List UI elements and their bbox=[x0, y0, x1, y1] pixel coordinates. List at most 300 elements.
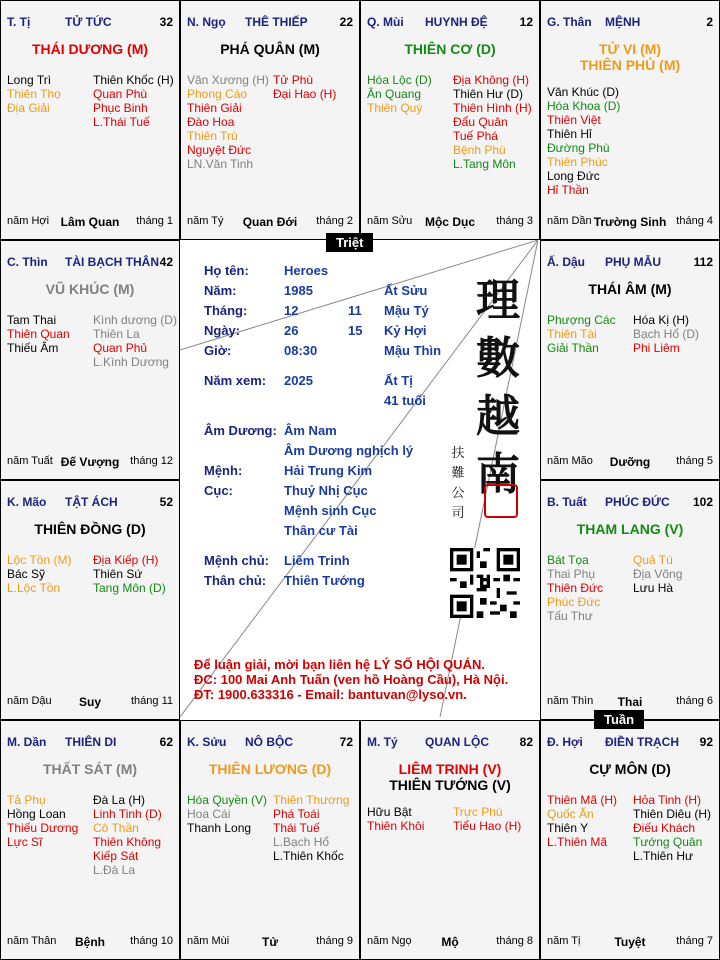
minor-star: Bát Tọa bbox=[547, 553, 589, 567]
palace-name: TẬT ÁCH bbox=[65, 495, 118, 509]
minor-star: Tang Môn (D) bbox=[93, 581, 166, 595]
palace-cell-thin[interactable] bbox=[0, 240, 180, 480]
contact-block bbox=[194, 657, 508, 702]
minor-stars-left bbox=[367, 73, 453, 115]
palace-number: 2 bbox=[706, 15, 713, 29]
minor-star: Đà La (H) bbox=[93, 793, 146, 807]
minor-star: Quan Phù bbox=[93, 87, 148, 101]
info-than-chu: Thiên Tướng bbox=[284, 573, 365, 588]
palace-footer bbox=[367, 935, 533, 949]
minor-stars-right bbox=[273, 793, 359, 863]
minor-star: Tướng Quân bbox=[633, 835, 703, 849]
palace-year: năm Tuất bbox=[7, 455, 53, 467]
palace-header bbox=[547, 15, 713, 31]
info-am-duong-label: Âm Dương: bbox=[204, 423, 277, 438]
minor-star: Phục Binh bbox=[93, 101, 148, 115]
minor-stars-left bbox=[547, 793, 633, 849]
palace-cell-mui[interactable] bbox=[360, 0, 540, 240]
info-gio-can: Mậu Thìn bbox=[384, 343, 442, 358]
palace-header bbox=[7, 735, 173, 751]
palace-number: 52 bbox=[159, 495, 173, 509]
palace-number: 102 bbox=[692, 495, 713, 509]
palace-cell-ti[interactable] bbox=[0, 0, 180, 240]
info-ngay-can: Kỷ Hợi bbox=[384, 323, 427, 338]
minor-star: Phi Liêm bbox=[633, 341, 680, 355]
minor-stars-right bbox=[273, 73, 359, 101]
palace-stage: Trường Sinh bbox=[593, 215, 667, 229]
info-am-duong: Âm Nam bbox=[284, 423, 337, 438]
palace-cell-dan[interactable] bbox=[0, 720, 180, 960]
palace-cell-hoi[interactable] bbox=[540, 720, 720, 960]
minor-star: Linh Tinh (D) bbox=[93, 807, 162, 821]
palace-footer bbox=[187, 215, 353, 229]
minor-star: L.Lộc Tồn bbox=[7, 581, 61, 595]
palace-year: năm Tị bbox=[547, 935, 581, 947]
palace-branch: G. Thân bbox=[547, 15, 592, 29]
palace-stage: Tuyệt bbox=[614, 935, 646, 949]
main-stars bbox=[361, 41, 539, 57]
palace-branch: Q. Mùi bbox=[367, 15, 404, 29]
palace-year: năm Thìn bbox=[547, 695, 594, 707]
minor-star: L.Thiên Khốc bbox=[273, 849, 344, 863]
minor-stars-left bbox=[7, 553, 93, 595]
palace-header bbox=[7, 255, 173, 271]
minor-star: Đại Hao (H) bbox=[273, 87, 337, 101]
triet-marker: Triệt bbox=[326, 233, 373, 252]
minor-stars-right bbox=[93, 553, 179, 595]
main-star: TỬ VI (M) bbox=[598, 41, 662, 57]
minor-star: Quốc Ấn bbox=[547, 807, 594, 821]
minor-star: L.Thiên Hư bbox=[633, 849, 694, 863]
minor-star: L.Thiên Mã bbox=[547, 835, 608, 849]
minor-star: Phá Toái bbox=[273, 807, 320, 821]
minor-star: Thiên Khốc (H) bbox=[93, 73, 174, 87]
minor-stars-right bbox=[93, 793, 179, 877]
palace-branch: T. Tị bbox=[7, 15, 31, 29]
minor-stars-left bbox=[547, 85, 633, 197]
main-star: THÁI DƯƠNG (M) bbox=[31, 41, 149, 57]
palace-number: 62 bbox=[159, 735, 173, 749]
minor-star: Giải Thần bbox=[547, 341, 599, 355]
minor-star: Hóa Lộc (D) bbox=[367, 73, 432, 87]
minor-star: Thanh Long bbox=[187, 821, 252, 835]
minor-star: Hỏa Tinh (H) bbox=[633, 793, 702, 807]
palace-branch: K. Sửu bbox=[187, 735, 227, 749]
palace-year: năm Dậu bbox=[7, 695, 52, 707]
main-star: PHÁ QUÂN (M) bbox=[220, 41, 320, 57]
minor-star: Thiên Y bbox=[547, 821, 589, 835]
minor-star: Long Đức bbox=[547, 169, 600, 183]
minor-stars-left bbox=[187, 73, 273, 171]
palace-stage: Quan Đới bbox=[242, 215, 298, 229]
palace-month: tháng 4 bbox=[676, 215, 713, 227]
palace-footer bbox=[7, 455, 173, 469]
minor-star: Thiên Hỉ bbox=[547, 127, 592, 141]
calligraphy-char: 越 bbox=[476, 391, 520, 442]
minor-stars-right bbox=[93, 73, 179, 129]
palace-footer bbox=[547, 455, 713, 469]
minor-stars-right bbox=[633, 313, 719, 355]
minor-star: L.Đà La bbox=[93, 863, 136, 877]
minor-star: Bạch Hổ (D) bbox=[633, 327, 700, 341]
minor-stars-right bbox=[633, 793, 719, 863]
palace-branch: N. Ngọ bbox=[187, 15, 226, 29]
minor-star: Thiên La bbox=[93, 327, 140, 341]
palace-header bbox=[547, 735, 713, 751]
palace-footer bbox=[7, 935, 173, 949]
minor-star: Thiếu Dương bbox=[7, 821, 79, 835]
seal-char: 公 bbox=[451, 486, 465, 501]
info-thang: 12 bbox=[284, 303, 299, 318]
palace-footer bbox=[547, 935, 713, 949]
palace-header bbox=[187, 735, 353, 751]
minor-star: Thiên Hư (D) bbox=[453, 87, 524, 101]
minor-star: LN.Văn Tinh bbox=[187, 157, 254, 171]
palace-stage: Mộ bbox=[441, 935, 459, 949]
main-stars bbox=[541, 281, 719, 297]
palace-name: THIÊN DI bbox=[65, 735, 117, 749]
minor-star: Thiên Sứ bbox=[93, 567, 143, 581]
info-cuc: Thuỷ Nhị Cục bbox=[284, 483, 368, 498]
palace-number: 42 bbox=[159, 255, 173, 269]
info-ho-ten: Heroes bbox=[284, 263, 329, 278]
palace-year: năm Thân bbox=[7, 935, 57, 947]
minor-star: Đào Hoa bbox=[187, 115, 235, 129]
calligraphy-char: 南 bbox=[476, 449, 520, 500]
qr-code-icon[interactable] bbox=[450, 548, 520, 618]
palace-cell-mao[interactable] bbox=[0, 480, 180, 720]
minor-stars-right bbox=[453, 805, 539, 833]
info-than-chu-label: Thân chủ: bbox=[204, 573, 267, 588]
minor-star: Thiên Mã (H) bbox=[547, 793, 618, 807]
minor-star: Thiếu Âm bbox=[7, 341, 59, 355]
palace-header bbox=[367, 735, 533, 751]
palace-month: tháng 2 bbox=[316, 215, 353, 227]
palace-number: 32 bbox=[159, 15, 173, 29]
info-nam-xem: 2025 bbox=[284, 373, 313, 388]
minor-star: L.Thái Tuế bbox=[93, 115, 150, 129]
contact-line-3[interactable]: ĐT: 1900.633316 - Email: bantuvan@lyso.vn. bbox=[194, 687, 467, 702]
palace-month: tháng 9 bbox=[316, 935, 353, 947]
palace-name: QUAN LỘC bbox=[425, 735, 489, 749]
palace-name: TÀI BẠCH THÂN bbox=[65, 255, 159, 269]
main-stars bbox=[181, 761, 359, 777]
red-seal-icon bbox=[484, 484, 518, 518]
minor-star: L.Tang Môn bbox=[453, 157, 516, 171]
minor-star: Tam Thai bbox=[7, 313, 57, 327]
palace-header bbox=[367, 15, 533, 31]
minor-stars-right bbox=[633, 553, 719, 595]
minor-star: Thiên Thọ bbox=[7, 87, 61, 101]
minor-stars-left bbox=[547, 553, 633, 623]
palace-stage: Lâm Quan bbox=[60, 215, 120, 229]
seal-char: 難 bbox=[451, 466, 465, 481]
palace-year: năm Hợi bbox=[7, 215, 50, 227]
minor-star: Điếu Khách bbox=[633, 821, 696, 835]
info-menh: Hải Trung Kim bbox=[284, 463, 373, 478]
minor-star: Phượng Các bbox=[547, 313, 616, 327]
info-gio-label: Giờ: bbox=[204, 343, 232, 358]
calligraphy-char: 數 bbox=[476, 333, 520, 384]
info-tuoi: 41 tuổi bbox=[384, 393, 426, 408]
minor-star: Tiểu Hao (H) bbox=[453, 819, 522, 833]
minor-star: Lực Sĩ bbox=[7, 835, 43, 849]
minor-star: Địa Võng bbox=[633, 567, 683, 581]
palace-month: tháng 12 bbox=[130, 455, 173, 467]
minor-star: Đường Phù bbox=[547, 141, 610, 155]
info-thang-label: Tháng: bbox=[204, 303, 248, 318]
info-nam: 1985 bbox=[284, 283, 313, 298]
minor-star: Hỉ Thần bbox=[547, 183, 589, 197]
minor-star: Bác Sỹ bbox=[7, 567, 46, 581]
seal-char: 司 bbox=[451, 506, 465, 521]
palace-month: tháng 11 bbox=[130, 695, 173, 707]
minor-star: Phong Cáo bbox=[187, 87, 248, 101]
palace-month: tháng 5 bbox=[676, 455, 713, 467]
minor-star: Hóa Kị (H) bbox=[633, 313, 690, 327]
minor-star: Thiên Giải bbox=[187, 101, 242, 115]
main-stars bbox=[1, 761, 179, 777]
palace-branch: B. Tuất bbox=[547, 495, 587, 509]
main-stars bbox=[181, 41, 359, 57]
palace-cell-suu[interactable] bbox=[180, 720, 360, 960]
main-stars bbox=[361, 761, 539, 793]
info-ngay-label: Ngày: bbox=[204, 323, 241, 338]
minor-stars-right bbox=[453, 73, 539, 171]
info-nam-xem-can: Ất Tị bbox=[384, 373, 413, 388]
main-star: THÁI ÂM (M) bbox=[588, 281, 672, 297]
minor-star: Tuế Phá bbox=[453, 129, 498, 143]
palace-year: năm Sửu bbox=[367, 215, 413, 227]
minor-star: Thiên Diêu (H) bbox=[633, 807, 712, 821]
minor-star: Hóa Quyền (V) bbox=[187, 793, 268, 807]
palace-month: tháng 6 bbox=[676, 695, 713, 707]
calligraphy-title bbox=[468, 272, 528, 504]
minor-star: Thiên Khôi bbox=[367, 819, 425, 833]
minor-star: Tấu Thư bbox=[547, 609, 593, 623]
palace-name: HUYNH ĐỆ bbox=[425, 15, 488, 29]
palace-header bbox=[547, 495, 713, 511]
minor-star: Hoa Cái bbox=[187, 807, 231, 821]
minor-star: Ân Quang bbox=[367, 87, 422, 101]
main-star: CỰ MÔN (D) bbox=[589, 761, 671, 777]
seal-small-text bbox=[448, 444, 468, 524]
minor-star: Quả Tú bbox=[633, 553, 673, 567]
seal-char: 扶 bbox=[451, 446, 465, 461]
palace-stage: Mộc Dục bbox=[424, 215, 475, 229]
palace-header bbox=[547, 255, 713, 271]
minor-star: Thiên Việt bbox=[547, 113, 601, 127]
info-nam-label: Năm: bbox=[204, 283, 237, 298]
palace-stage: Bệnh bbox=[75, 935, 105, 949]
main-star: THIÊN LƯƠNG (D) bbox=[208, 761, 332, 777]
minor-star: Tử Phù bbox=[273, 73, 314, 87]
minor-star: Thiên Quý bbox=[367, 101, 423, 115]
minor-star: Hồng Loan bbox=[7, 807, 66, 821]
minor-star: Long Trì bbox=[7, 73, 52, 87]
palace-name: PHÚC ĐỨC bbox=[605, 495, 670, 509]
palace-number: 12 bbox=[519, 15, 533, 29]
minor-stars-left bbox=[7, 793, 93, 849]
main-stars bbox=[541, 41, 719, 73]
palace-number: 92 bbox=[699, 735, 713, 749]
minor-star: Thái Tuế bbox=[273, 821, 320, 835]
palace-cell-ngo[interactable] bbox=[180, 0, 360, 240]
main-stars bbox=[541, 761, 719, 777]
info-menh-chu-label: Mệnh chủ: bbox=[204, 553, 269, 568]
info-nam-xem-label: Năm xem: bbox=[204, 373, 267, 388]
minor-star: Thiên Không bbox=[93, 835, 162, 849]
palace-footer bbox=[547, 215, 713, 229]
palace-footer bbox=[7, 215, 173, 229]
minor-star: Thiên Đức bbox=[547, 581, 604, 595]
palace-branch: M. Dần bbox=[7, 735, 47, 749]
palace-month: tháng 8 bbox=[496, 935, 533, 947]
minor-star: Thiên Quan bbox=[7, 327, 70, 341]
palace-year: năm Mùi bbox=[187, 935, 230, 947]
calligraphy-char: 理 bbox=[476, 275, 520, 326]
palace-cell-tuat[interactable] bbox=[540, 480, 720, 720]
palace-name: PHỤ MẪU bbox=[605, 255, 661, 269]
palace-stage: Đế Vượng bbox=[60, 455, 120, 469]
palace-month: tháng 3 bbox=[496, 215, 533, 227]
palace-header bbox=[187, 15, 353, 31]
main-stars bbox=[1, 521, 179, 537]
palace-header bbox=[7, 15, 173, 31]
minor-star: Nguyệt Đức bbox=[187, 143, 252, 157]
palace-stage: Thai bbox=[617, 695, 643, 709]
info-nam-can: Ất Sửu bbox=[384, 283, 428, 298]
minor-star: Kiếp Sát bbox=[93, 849, 139, 863]
palace-name: THÊ THIẾP bbox=[245, 15, 308, 29]
info-cuc-2: Mệnh sinh Cục bbox=[284, 503, 377, 518]
minor-stars-left bbox=[7, 313, 93, 355]
info-cuc-label: Cục: bbox=[204, 483, 233, 498]
info-gio: 08:30 bbox=[284, 343, 318, 358]
minor-stars-left bbox=[547, 313, 633, 355]
info-ho-ten-label: Họ tên: bbox=[204, 263, 249, 278]
minor-star: Bệnh Phù bbox=[453, 143, 506, 157]
minor-star: Cô Thần bbox=[93, 821, 139, 835]
palace-footer bbox=[547, 695, 713, 709]
contact-line-1: Để luận giải, mời bạn liên hệ LÝ SỐ HỘI QUÁN. bbox=[194, 657, 485, 672]
main-star: THIÊN CƠ (D) bbox=[404, 41, 496, 57]
palace-stage: Suy bbox=[78, 695, 101, 709]
minor-star: Thiên Thương bbox=[273, 793, 350, 807]
info-menh-chu: Liêm Trinh bbox=[284, 553, 350, 568]
main-star: THAM LANG (V) bbox=[576, 521, 684, 537]
info-menh-label: Mệnh: bbox=[204, 463, 243, 478]
palace-name: ĐIỀN TRẠCH bbox=[605, 735, 679, 749]
minor-star: Lộc Tồn (M) bbox=[7, 553, 72, 567]
palace-year: năm Dần bbox=[547, 215, 592, 227]
contact-line-2: ĐC: 100 Mai Anh Tuấn (ven hồ Hoàng Cầu), Hà Nội. bbox=[194, 672, 509, 687]
palace-branch: K. Mão bbox=[7, 495, 47, 509]
palace-number: 72 bbox=[339, 735, 353, 749]
palace-footer bbox=[367, 215, 533, 229]
minor-star: Thiên Phúc bbox=[547, 155, 608, 169]
palace-month: tháng 7 bbox=[676, 935, 713, 947]
minor-star: Đẩu Quân bbox=[453, 115, 508, 129]
palace-stage: Tử bbox=[261, 935, 279, 949]
minor-stars-left bbox=[367, 805, 453, 833]
minor-star: Trực Phù bbox=[453, 805, 503, 819]
minor-stars-right bbox=[93, 313, 179, 369]
palace-name: NÔ BỘC bbox=[245, 735, 293, 749]
minor-star: Văn Khúc (D) bbox=[547, 85, 620, 99]
palace-month: tháng 10 bbox=[130, 935, 173, 947]
palace-name: TỬ TỨC bbox=[65, 15, 112, 29]
main-star: THIÊN TƯỚNG (V) bbox=[389, 777, 511, 793]
minor-star: Địa Giải bbox=[7, 101, 50, 115]
main-star: THIÊN PHỦ (M) bbox=[579, 57, 681, 73]
minor-stars-left bbox=[7, 73, 93, 115]
main-stars bbox=[1, 41, 179, 57]
main-stars bbox=[541, 521, 719, 537]
minor-star: Hóa Khoa (D) bbox=[547, 99, 621, 113]
palace-header bbox=[7, 495, 173, 511]
palace-branch: M. Tý bbox=[367, 735, 398, 749]
palace-stage: Dưỡng bbox=[609, 455, 651, 469]
palace-cell-dau[interactable] bbox=[540, 240, 720, 480]
minor-star: Thiên Hình (H) bbox=[453, 101, 532, 115]
minor-star: Phúc Đức bbox=[547, 595, 601, 609]
info-am-duong-2: Âm Dương nghịch lý bbox=[284, 443, 414, 458]
palace-year: năm Tý bbox=[187, 215, 224, 227]
minor-star: Địa Không (H) bbox=[453, 73, 530, 87]
palace-branch: Ấ. Dậu bbox=[547, 255, 586, 269]
palace-footer bbox=[187, 935, 353, 949]
minor-star: Thiên Trù bbox=[187, 129, 238, 143]
minor-star: Kình dương (D) bbox=[93, 313, 177, 327]
palace-number: 22 bbox=[339, 15, 353, 29]
info-ngay: 26 bbox=[284, 323, 299, 338]
palace-cell-ty[interactable] bbox=[360, 720, 540, 960]
minor-star: L.Kình Dương bbox=[93, 355, 169, 369]
main-stars bbox=[1, 281, 179, 297]
palace-month: tháng 1 bbox=[136, 215, 173, 227]
minor-star: Địa Kiếp (H) bbox=[93, 553, 159, 567]
palace-year: năm Ngọ bbox=[367, 935, 412, 947]
minor-star: Hữu Bật bbox=[367, 805, 412, 819]
minor-star: Thiên Tài bbox=[547, 327, 597, 341]
minor-star: L.Bạch Hổ bbox=[273, 835, 330, 849]
palace-year: năm Mão bbox=[547, 455, 593, 467]
minor-star: Lưu Hà bbox=[633, 581, 674, 595]
info-ngay-am: 15 bbox=[348, 323, 363, 338]
info-cuc-3: Thân cư Tài bbox=[284, 523, 358, 538]
info-thang-am: 11 bbox=[348, 303, 362, 318]
minor-star: Tả Phụ bbox=[7, 793, 46, 807]
palace-name: MỆNH bbox=[605, 15, 641, 29]
minor-star: Thai Phụ bbox=[547, 567, 596, 581]
palace-branch: C. Thìn bbox=[7, 255, 48, 269]
palace-number: 82 bbox=[519, 735, 533, 749]
palace-cell-than[interactable] bbox=[540, 0, 720, 240]
info-thang-can: Mậu Tý bbox=[384, 303, 429, 318]
main-star: THIÊN ĐỒNG (D) bbox=[34, 521, 146, 537]
main-star: LIÊM TRINH (V) bbox=[398, 761, 502, 777]
main-star: THẤT SÁT (M) bbox=[42, 761, 138, 777]
minor-star: Quan Phủ bbox=[93, 341, 148, 355]
minor-stars-left bbox=[187, 793, 273, 835]
palace-branch: Đ. Hợi bbox=[547, 735, 583, 749]
palace-number: 112 bbox=[693, 255, 713, 269]
palace-footer bbox=[7, 695, 173, 709]
tuan-marker: Tuần bbox=[594, 710, 644, 729]
main-star: VŨ KHÚC (M) bbox=[45, 281, 135, 297]
minor-star: Văn Xương (H) bbox=[187, 73, 269, 87]
